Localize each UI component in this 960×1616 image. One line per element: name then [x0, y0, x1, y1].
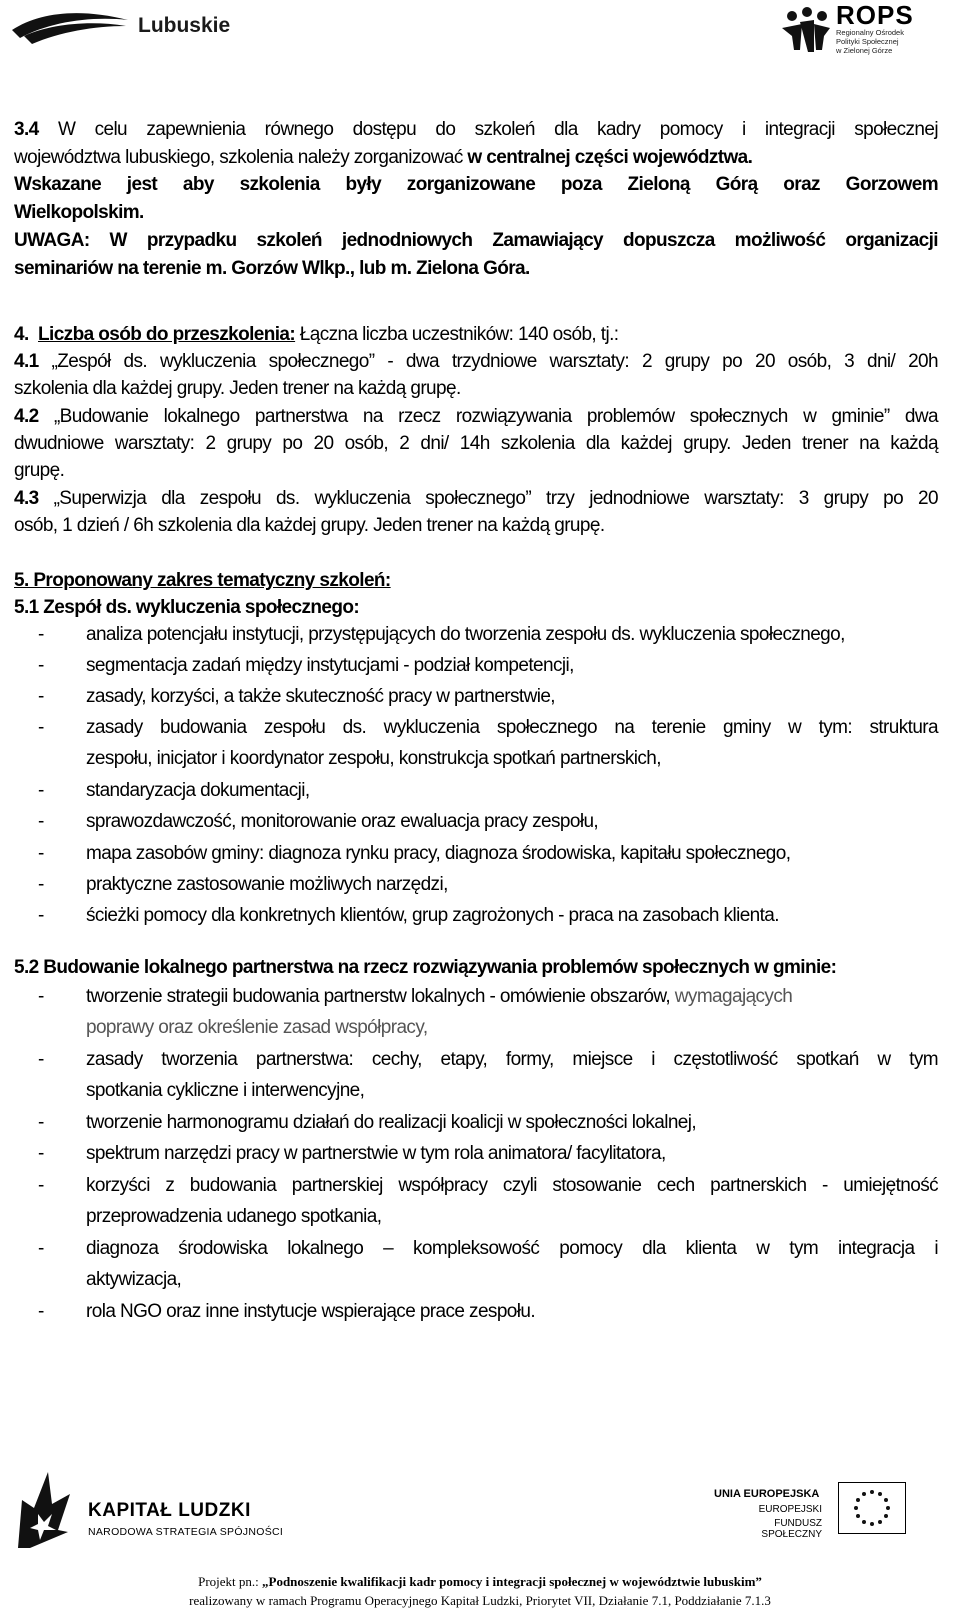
- list-item-continuation: przeprowadzenia udanego spotkania,: [86, 1206, 382, 1227]
- rops-title: ROPS: [836, 0, 914, 30]
- sec51-heading: 5.1 Zespół ds. wykluczenia społecznego:: [14, 597, 360, 618]
- lubuskie-logo: [10, 6, 250, 46]
- sec52-heading: 5.2 Budowanie lokalnego partnerstwa na rzecz rozwiązywania problemów społecznych w gminie:: [14, 957, 837, 978]
- sec34-line4: Wielkopolskim.: [14, 202, 144, 223]
- list-bullet: -: [38, 986, 44, 1007]
- list-item-continuation: aktywizacja,: [86, 1269, 182, 1290]
- sec4-item1-line1: 4.1 „Zespół ds. wykluczenia społecznego” - dwa trzydniowe warsztaty: 2 grupy po 20 osób, 3 dni/ 20h: [14, 351, 938, 372]
- sec34-line2: województwa lubuskiego, szkolenia należy zorganizować w centralnej części województwa.: [14, 147, 753, 168]
- list-item-continuation: poprawy oraz określenie zasad współpracy,: [86, 1017, 428, 1038]
- sec4-item3-line2: osób, 1 dzień / 6h szkolenia dla każdej grupy. Jeden trener na każdą grupę.: [14, 515, 605, 536]
- list-item: zasady tworzenia partnerstwa: cechy, etapy, formy, miejsce i częstotliwość spotkań w tym: [86, 1049, 938, 1070]
- sec4-item2-line3: grupę.: [14, 460, 65, 481]
- sec4-item2-line2: dwudniowe warsztaty: 2 grupy po 20 osób, 2 dni/ 14h szkolenia dla każdej grupy. Jeden trener na każdą: [14, 433, 938, 454]
- list-bullet: -: [38, 811, 44, 832]
- list-bullet: -: [38, 843, 44, 864]
- list-item: sprawozdawczość, monitorowanie oraz ewaluacja pracy zespołu,: [86, 811, 599, 832]
- kapital-ludzki-logo: [8, 1470, 308, 1550]
- list-bullet: -: [38, 1143, 44, 1164]
- list-item: diagnoza środowiska lokalnego – kompleksowość pomocy dla klienta w tym integracja i: [86, 1238, 938, 1259]
- list-bullet: -: [38, 686, 44, 707]
- eu-logo: [710, 1480, 910, 1540]
- footer-program-line: realizowany w ramach Programu Operacyjnego Kapitał Ludzki, Priorytet VII, Działanie 7.1, Poddziałanie 7.1.3: [189, 1593, 771, 1608]
- list-item: korzyści z budowania partnerskiej współpracy czyli stosowanie cech partnerskich - umiejętność: [86, 1175, 938, 1196]
- list-item: mapa zasobów gminy: diagnoza rynku pracy, diagnoza środowiska, kapitału społecznego,: [86, 843, 791, 864]
- eu-title: UNIA EUROPEJSKA: [714, 1488, 820, 1500]
- list-bullet: -: [38, 780, 44, 801]
- list-bullet: -: [38, 905, 44, 926]
- sec34-line1: 3.4 W celu zapewnienia równego dostępu do szkoleń dla kadry pomocy i integracji społecznej: [14, 119, 938, 140]
- eu-fund-line2: FUNDUSZ SPOŁECZNY: [761, 1518, 822, 1540]
- footer-project-line: Projekt pn.: „Podnoszenie kwalifikacji kadr pomocy i integracji społecznej w województwie lubuskim”: [198, 1574, 762, 1589]
- list-item: standaryzacja dokumentacji,: [86, 780, 310, 801]
- list-item-continuation: zespołu, inicjator i koordynator zespołu, konstrukcja spotkań partnerskich,: [86, 748, 661, 769]
- sec4-item3-line1: 4.3 „Superwizja dla zespołu ds. wykluczenia społecznego” trzy jednodniowe warsztaty: 3 grupy po 20: [14, 488, 938, 509]
- sec34-line6: seminariów na terenie m. Gorzów Wlkp., lub m. Zielona Góra.: [14, 258, 530, 279]
- list-bullet: -: [38, 874, 44, 895]
- eu-flag-icon: [838, 1482, 906, 1534]
- sec4-heading: 4. Liczba osób do przeszkolenia: Łączna liczba uczestników: 140 osób, tj.:: [14, 324, 619, 345]
- list-item: ścieżki pomocy dla konkretnych klientów, grup zagrożonych - praca na zasobach klienta.: [86, 905, 779, 926]
- sec5-heading: 5. Proponowany zakres tematyczny szkoleń:: [14, 570, 391, 591]
- lubuskie-logo-text: Lubuskie: [138, 14, 231, 37]
- lubuskie-emblem-icon: [10, 6, 135, 46]
- kapital-ludzki-emblem-icon: [8, 1470, 78, 1550]
- list-item: zasady, korzyści, a także skuteczność pracy w partnerstwie,: [86, 686, 555, 707]
- list-item: analiza potencjału instytucji, przystępujących do tworzenia zespołu ds. wykluczenia społecznego,: [86, 624, 845, 645]
- list-bullet: -: [38, 1112, 44, 1133]
- list-bullet: -: [38, 1238, 44, 1259]
- list-bullet: -: [38, 1301, 44, 1322]
- sec4-item1-line2: szkolenia dla każdej grupy. Jeden trener na każdą grupę.: [14, 378, 461, 399]
- sec34-line5: UWAGA: W przypadku szkoleń jednodniowych Zamawiający dopuszcza możliwość organizacji: [14, 230, 938, 251]
- list-item-continuation: spotkania cykliczne i interwencyjne,: [86, 1080, 365, 1101]
- list-item: praktyczne zastosowanie możliwych narzędzi,: [86, 874, 448, 895]
- list-bullet: -: [38, 655, 44, 676]
- list-item: segmentacja zadań między instytucjami - podział kompetencji,: [86, 655, 574, 676]
- rops-subtitle: Regionalny Ośrodek Polityki Społecznej w Zielonej Górze: [836, 28, 904, 55]
- list-bullet: -: [38, 1175, 44, 1196]
- kapital-ludzki-title: KAPITAŁ LUDZKI: [88, 1500, 251, 1521]
- kapital-ludzki-subtitle: NARODOWA STRATEGIA SPÓJNOŚCI: [88, 1526, 284, 1538]
- rops-logo: [780, 0, 955, 62]
- list-bullet: -: [38, 624, 44, 645]
- list-bullet: -: [38, 717, 44, 738]
- sec34-line3: Wskazane jest aby szkolenia były zorganizowane poza Zieloną Górą oraz Gorzowem: [14, 174, 938, 195]
- list-item: tworzenie strategii budowania partnerstw lokalnych - omówienie obszarów, wymagających: [86, 986, 793, 1007]
- eu-fund-line1: EUROPEJSKI: [758, 1504, 822, 1515]
- sec4-item2-line1: 4.2 „Budowanie lokalnego partnerstwa na rzecz rozwiązywania problemów społecznych w gminie” dwa: [14, 406, 938, 427]
- list-item: tworzenie harmonogramu działań do realizacji koalicji w społeczności lokalnej,: [86, 1112, 697, 1133]
- list-item: rola NGO oraz inne instytucje wspierające prace zespołu.: [86, 1301, 536, 1322]
- list-bullet: -: [38, 1049, 44, 1070]
- list-item: spektrum narzędzi pracy w partnerstwie w tym rola animatora/ facylitatora,: [86, 1143, 666, 1164]
- people-group-icon: [780, 6, 832, 54]
- list-item: zasady budowania zespołu ds. wykluczenia społecznego na terenie gminy w tym: struktura: [86, 717, 938, 738]
